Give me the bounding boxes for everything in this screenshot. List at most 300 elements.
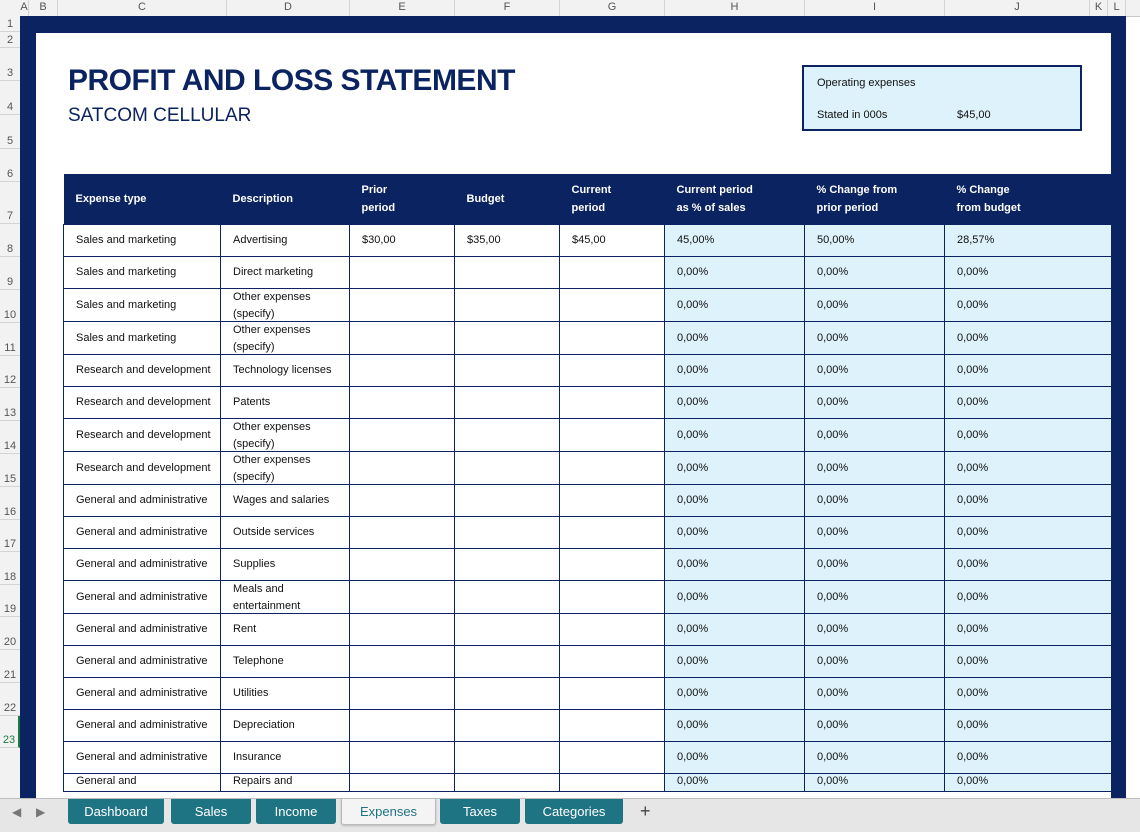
- column-header-e[interactable]: E: [350, 0, 455, 16]
- cell-budget[interactable]: [455, 419, 560, 452]
- cell-prior-period[interactable]: [350, 678, 455, 710]
- table-row: [64, 517, 1112, 549]
- cell-pct-of-sales[interactable]: [665, 614, 805, 646]
- cell-description[interactable]: [221, 614, 350, 646]
- row-header-9[interactable]: 9: [0, 257, 20, 290]
- cell-description[interactable]: [221, 517, 350, 549]
- cell-pct-change-budget[interactable]: [945, 452, 1112, 485]
- header-pct-change-budget: % Change from budget: [945, 174, 1112, 225]
- cell-budget[interactable]: [455, 678, 560, 710]
- cell-description[interactable]: [221, 225, 350, 257]
- cell-pct-change-prior[interactable]: [805, 452, 945, 485]
- cell-pct-of-sales[interactable]: [665, 646, 805, 678]
- cell-text: 0,00%: [677, 655, 709, 667]
- row-header-16[interactable]: 16: [0, 487, 20, 520]
- cell-text: 0,00%: [817, 428, 849, 441]
- table-row: [64, 387, 1112, 419]
- cell-text: 0,00%: [957, 266, 989, 278]
- row-header-5[interactable]: 5: [0, 115, 20, 149]
- column-header-k[interactable]: K: [1090, 0, 1108, 16]
- row-header-12[interactable]: 12: [0, 356, 20, 388]
- cell-pct-change-prior[interactable]: [805, 581, 945, 614]
- row-header-21[interactable]: 21: [0, 650, 20, 683]
- cell-prior-period[interactable]: [350, 710, 455, 742]
- cell-text: 0,00%: [677, 775, 709, 787]
- cell-budget[interactable]: [455, 581, 560, 614]
- cell-description[interactable]: [221, 419, 350, 452]
- cell-pct-of-sales[interactable]: [665, 289, 805, 322]
- cell-text: General and administrative: [76, 526, 208, 538]
- cell-prior-period[interactable]: [350, 387, 455, 419]
- cell-pct-change-prior[interactable]: [805, 614, 945, 646]
- cell-description[interactable]: [221, 387, 350, 419]
- column-header-d[interactable]: D: [227, 0, 350, 16]
- cell-text: General and administrative: [76, 719, 208, 731]
- table-row: [64, 646, 1112, 678]
- sheet-tab-dashboard[interactable]: Dashboard: [68, 799, 164, 824]
- table-row: [64, 774, 1112, 792]
- cell-expense-type[interactable]: [64, 517, 221, 549]
- cell-text: 0,00%: [957, 751, 989, 763]
- table-row: [64, 225, 1112, 257]
- stated-in-label: Stated in 000s: [817, 109, 888, 121]
- cell-text: Research and development: [76, 364, 211, 376]
- cell-description[interactable]: [221, 257, 350, 289]
- column-header-a[interactable]: A: [20, 0, 29, 16]
- row-header-23[interactable]: 23: [0, 716, 20, 748]
- cell-text: Other expenses (specify): [233, 421, 311, 450]
- cell-pct-change-prior[interactable]: [805, 549, 945, 581]
- row-header-7[interactable]: 7: [0, 182, 20, 224]
- cell-expense-type[interactable]: [64, 614, 221, 646]
- cell-budget[interactable]: [455, 257, 560, 289]
- cell-current-period[interactable]: [560, 289, 665, 322]
- row-header-1[interactable]: 1: [0, 16, 20, 32]
- cell-text: 0,00%: [677, 266, 709, 278]
- cell-pct-change-prior[interactable]: [805, 322, 945, 355]
- cell-text: $30,00: [362, 234, 396, 246]
- cell-prior-period[interactable]: [350, 549, 455, 581]
- cell-pct-change-prior[interactable]: [805, 485, 945, 517]
- cell-pct-change-budget[interactable]: [945, 387, 1112, 419]
- cell-pct-of-sales[interactable]: [665, 322, 805, 355]
- cell-text: General and administrative: [76, 494, 208, 506]
- row-header-18[interactable]: 18: [0, 552, 20, 585]
- cell-expense-type[interactable]: [64, 257, 221, 289]
- cell-text: 0,00%: [817, 775, 849, 787]
- cell-text: 0,00%: [957, 775, 989, 787]
- cell-current-period[interactable]: [560, 774, 665, 792]
- cell-current-period[interactable]: [560, 581, 665, 614]
- cell-text: Technology licenses: [233, 364, 332, 376]
- cell-text: General and administrative: [76, 623, 208, 635]
- cell-pct-change-prior[interactable]: [805, 387, 945, 419]
- cell-expense-type[interactable]: [64, 549, 221, 581]
- column-header-i[interactable]: I: [805, 0, 945, 16]
- column-header-f[interactable]: F: [455, 0, 560, 16]
- cell-description[interactable]: [221, 581, 350, 614]
- cell-current-period[interactable]: [560, 614, 665, 646]
- cell-description[interactable]: [221, 322, 350, 355]
- header-pct-of-sales: Current period as % of sales: [665, 174, 805, 225]
- cell-pct-change-prior[interactable]: [805, 289, 945, 322]
- cell-text: 0,00%: [957, 298, 989, 311]
- row-header-11[interactable]: 11: [0, 323, 20, 356]
- cell-text: Sales and marketing: [76, 331, 177, 344]
- cell-expense-type[interactable]: [64, 452, 221, 485]
- cell-budget[interactable]: [455, 774, 560, 792]
- cell-text: Wages and salaries: [233, 494, 330, 506]
- prev-sheet-icon[interactable]: ◀: [12, 805, 22, 819]
- table-row: [64, 257, 1112, 289]
- cell-text: Meals and entertainment: [233, 583, 301, 612]
- cell-current-period[interactable]: [560, 742, 665, 774]
- cell-pct-change-budget[interactable]: [945, 225, 1112, 257]
- frame-right: [1111, 16, 1126, 798]
- cell-pct-change-prior[interactable]: [805, 517, 945, 549]
- cell-prior-period[interactable]: [350, 322, 455, 355]
- cell-pct-change-prior[interactable]: [805, 225, 945, 257]
- cell-current-period[interactable]: [560, 225, 665, 257]
- cell-expense-type[interactable]: [64, 289, 221, 322]
- cell-text: 0,00%: [957, 558, 989, 570]
- cell-pct-of-sales[interactable]: [665, 581, 805, 614]
- cell-text: 0,00%: [957, 494, 989, 506]
- row-header-3[interactable]: 3: [0, 48, 20, 81]
- table-row: [64, 485, 1112, 517]
- cell-prior-period[interactable]: [350, 257, 455, 289]
- cell-text: 0,00%: [817, 364, 849, 376]
- table-row: [64, 549, 1112, 581]
- cell-pct-change-budget[interactable]: [945, 549, 1112, 581]
- sheet-tab-expenses[interactable]: Expenses: [341, 799, 436, 825]
- cell-description[interactable]: [221, 485, 350, 517]
- cell-text: Other expenses (specify): [233, 291, 311, 320]
- cell-budget[interactable]: [455, 646, 560, 678]
- cell-expense-type[interactable]: [64, 678, 221, 710]
- row-header-8[interactable]: 8: [0, 224, 20, 257]
- cell-text: 0,00%: [817, 687, 849, 699]
- operating-expenses-box[interactable]: [802, 65, 1082, 131]
- column-header-b[interactable]: B: [29, 0, 58, 16]
- cell-current-period[interactable]: [560, 517, 665, 549]
- cell-pct-of-sales[interactable]: [665, 678, 805, 710]
- cell-text: 0,00%: [677, 331, 709, 344]
- cell-prior-period[interactable]: [350, 614, 455, 646]
- cell-expense-type[interactable]: [64, 646, 221, 678]
- cell-text: 0,00%: [677, 751, 709, 763]
- cell-text: 0,00%: [677, 396, 709, 408]
- cell-text: General and administrative: [76, 687, 208, 699]
- cell-text: Research and development: [76, 428, 211, 441]
- cell-text: 0,00%: [817, 719, 849, 731]
- cell-current-period[interactable]: [560, 322, 665, 355]
- row-header-19[interactable]: 19: [0, 585, 20, 617]
- column-header-c[interactable]: C: [58, 0, 227, 16]
- cell-expense-type[interactable]: [64, 387, 221, 419]
- cell-budget[interactable]: [455, 322, 560, 355]
- cell-text: Depreciation: [233, 719, 295, 731]
- cell-budget[interactable]: [455, 485, 560, 517]
- cell-pct-of-sales[interactable]: [665, 355, 805, 387]
- cell-pct-of-sales[interactable]: [665, 517, 805, 549]
- cell-prior-period[interactable]: [350, 581, 455, 614]
- cell-description[interactable]: [221, 678, 350, 710]
- cell-text: Telephone: [233, 655, 284, 667]
- table-row: [64, 452, 1112, 485]
- cell-text: 0,00%: [677, 364, 709, 376]
- cell-expense-type[interactable]: [64, 322, 221, 355]
- cell-current-period[interactable]: [560, 257, 665, 289]
- cell-pct-change-budget[interactable]: [945, 355, 1112, 387]
- cell-current-period[interactable]: [560, 485, 665, 517]
- cell-text: $45,00: [572, 234, 606, 246]
- cell-expense-type[interactable]: [64, 419, 221, 452]
- cell-pct-change-budget[interactable]: [945, 289, 1112, 322]
- cell-prior-period[interactable]: [350, 485, 455, 517]
- cell-description[interactable]: [221, 452, 350, 485]
- sheet-tab-income[interactable]: Income: [256, 799, 336, 824]
- cell-expense-type[interactable]: [64, 581, 221, 614]
- cell-current-period[interactable]: [560, 710, 665, 742]
- cell-text: 0,00%: [957, 526, 989, 538]
- cell-pct-change-budget[interactable]: [945, 774, 1112, 792]
- cell-text: General and administrative: [76, 655, 208, 667]
- cell-pct-of-sales[interactable]: [665, 710, 805, 742]
- row-header-6[interactable]: 6: [0, 149, 20, 182]
- table-row: [64, 355, 1112, 387]
- cell-pct-change-prior[interactable]: [805, 257, 945, 289]
- header-pct-change-prior: % Change from prior period: [805, 174, 945, 225]
- cell-pct-change-prior[interactable]: [805, 419, 945, 452]
- header-current-period: Current period: [560, 174, 665, 225]
- cell-text: 0,00%: [817, 623, 849, 635]
- cell-text: Rent: [233, 623, 257, 635]
- cell-pct-change-budget[interactable]: [945, 485, 1112, 517]
- row-header-17[interactable]: 17: [0, 520, 20, 552]
- cell-prior-period[interactable]: [350, 225, 455, 257]
- cell-text: Sales and marketing: [76, 266, 177, 278]
- sheet-tab-taxes[interactable]: Taxes: [440, 799, 520, 824]
- cell-budget[interactable]: [455, 517, 560, 549]
- cell-expense-type[interactable]: [64, 774, 221, 792]
- row-header-bar: [0, 16, 21, 798]
- expense-table: [63, 174, 1112, 792]
- cell-prior-period[interactable]: [350, 774, 455, 792]
- cell-text: 0,00%: [957, 331, 989, 344]
- cell-budget[interactable]: [455, 355, 560, 387]
- header-prior-period: Prior period: [350, 174, 455, 225]
- cell-prior-period[interactable]: [350, 742, 455, 774]
- cell-text: 0,00%: [957, 364, 989, 376]
- cell-text: 0,00%: [817, 590, 849, 603]
- cell-text: General and administrative: [76, 558, 208, 570]
- stated-in-value[interactable]: $45,00: [957, 109, 991, 121]
- cell-pct-change-budget[interactable]: [945, 678, 1112, 710]
- cell-pct-of-sales[interactable]: [665, 549, 805, 581]
- next-sheet-icon[interactable]: ▶: [36, 805, 46, 819]
- table-header-row: [64, 174, 1112, 225]
- cell-prior-period[interactable]: [350, 289, 455, 322]
- cell-prior-period[interactable]: [350, 355, 455, 387]
- cell-current-period[interactable]: [560, 355, 665, 387]
- cell-pct-change-budget[interactable]: [945, 742, 1112, 774]
- table-row: [64, 614, 1112, 646]
- cell-pct-of-sales[interactable]: [665, 742, 805, 774]
- cell-budget[interactable]: [455, 225, 560, 257]
- row-header-13[interactable]: 13: [0, 388, 20, 421]
- cell-text: Advertising: [233, 234, 288, 246]
- cell-budget[interactable]: [455, 549, 560, 581]
- cell-text: General and: [76, 775, 137, 787]
- cell-current-period[interactable]: [560, 452, 665, 485]
- cell-text: 0,00%: [677, 687, 709, 699]
- cell-description[interactable]: [221, 355, 350, 387]
- cell-pct-of-sales[interactable]: [665, 774, 805, 792]
- cell-pct-change-prior[interactable]: [805, 710, 945, 742]
- cell-prior-period[interactable]: [350, 646, 455, 678]
- cell-pct-change-prior[interactable]: [805, 355, 945, 387]
- cell-description[interactable]: [221, 774, 350, 792]
- sheet-tab-sales[interactable]: Sales: [171, 799, 251, 824]
- cell-expense-type[interactable]: [64, 355, 221, 387]
- row-header-14[interactable]: 14: [0, 421, 20, 454]
- cell-budget[interactable]: [455, 387, 560, 419]
- cell-text: Sales and marketing: [76, 298, 177, 311]
- cell-text: 0,00%: [677, 461, 709, 474]
- cell-text: 0,00%: [817, 461, 849, 474]
- cell-pct-of-sales[interactable]: [665, 387, 805, 419]
- cell-text: Supplies: [233, 558, 276, 570]
- cell-text: 28,57%: [957, 234, 995, 246]
- cell-pct-change-budget[interactable]: [945, 614, 1112, 646]
- header-description: Description: [221, 174, 350, 225]
- column-header-l[interactable]: L: [1108, 0, 1126, 16]
- cell-pct-change-budget[interactable]: [945, 581, 1112, 614]
- cell-prior-period[interactable]: [350, 419, 455, 452]
- frame-top: [20, 16, 1126, 33]
- cell-pct-change-prior[interactable]: [805, 646, 945, 678]
- cell-pct-change-budget[interactable]: [945, 710, 1112, 742]
- row-header-15[interactable]: 15: [0, 454, 20, 487]
- cell-description[interactable]: [221, 646, 350, 678]
- cell-pct-of-sales[interactable]: [665, 452, 805, 485]
- cell-budget[interactable]: [455, 289, 560, 322]
- cell-text: 0,00%: [677, 590, 709, 603]
- add-sheet-button[interactable]: +: [640, 801, 651, 821]
- cell-text: Other expenses (specify): [233, 324, 311, 353]
- row-header-20[interactable]: 20: [0, 617, 20, 650]
- cell-description[interactable]: [221, 289, 350, 322]
- cell-text: Direct marketing: [233, 266, 314, 278]
- cell-text: 0,00%: [957, 623, 989, 635]
- cell-pct-change-prior[interactable]: [805, 678, 945, 710]
- table-row: [64, 419, 1112, 452]
- cell-text: 0,00%: [957, 461, 989, 474]
- cell-current-period[interactable]: [560, 419, 665, 452]
- cell-expense-type[interactable]: [64, 742, 221, 774]
- cell-text: 0,00%: [817, 494, 849, 506]
- cell-text: 0,00%: [817, 751, 849, 763]
- header-budget: Budget: [455, 174, 560, 225]
- column-header-g[interactable]: G: [560, 0, 665, 16]
- cell-pct-change-prior[interactable]: [805, 774, 945, 792]
- cell-budget[interactable]: [455, 614, 560, 646]
- cell-pct-change-budget[interactable]: [945, 419, 1112, 452]
- row-header-10[interactable]: 10: [0, 290, 20, 323]
- operating-expenses-label: Operating expenses: [817, 77, 916, 89]
- column-header-j[interactable]: J: [945, 0, 1090, 16]
- cell-text: 50,00%: [817, 234, 855, 246]
- page-title: PROFIT AND LOSS STATEMENT: [68, 64, 515, 97]
- cell-expense-type[interactable]: [64, 225, 221, 257]
- cell-budget[interactable]: [455, 710, 560, 742]
- row-header-4[interactable]: 4: [0, 81, 20, 115]
- company-name: SATCOM CELLULAR: [68, 105, 252, 126]
- cell-text: Outside services: [233, 526, 315, 538]
- row-header-2[interactable]: 2: [0, 32, 20, 48]
- cell-current-period[interactable]: [560, 646, 665, 678]
- cell-current-period[interactable]: [560, 678, 665, 710]
- cell-text: 0,00%: [957, 687, 989, 699]
- cell-text: 0,00%: [677, 558, 709, 570]
- cell-pct-of-sales[interactable]: [665, 257, 805, 289]
- row-header-22[interactable]: 22: [0, 683, 20, 716]
- cell-pct-of-sales[interactable]: [665, 225, 805, 257]
- cell-description[interactable]: [221, 742, 350, 774]
- cell-prior-period[interactable]: [350, 517, 455, 549]
- cell-text: 0,00%: [817, 331, 849, 344]
- cell-text: Research and development: [76, 396, 211, 408]
- table-row: [64, 289, 1112, 322]
- cell-text: 0,00%: [677, 526, 709, 538]
- cell-expense-type[interactable]: [64, 485, 221, 517]
- frame-left: [20, 16, 36, 798]
- table-row: [64, 322, 1112, 355]
- cell-current-period[interactable]: [560, 549, 665, 581]
- cell-pct-change-budget[interactable]: [945, 517, 1112, 549]
- cell-text: General and administrative: [76, 590, 208, 603]
- cell-pct-of-sales[interactable]: [665, 485, 805, 517]
- cell-expense-type[interactable]: [64, 710, 221, 742]
- column-header-bar: [0, 0, 1140, 17]
- cell-pct-change-prior[interactable]: [805, 742, 945, 774]
- cell-pct-change-budget[interactable]: [945, 646, 1112, 678]
- cell-description[interactable]: [221, 710, 350, 742]
- cell-text: Repairs and: [233, 775, 293, 787]
- sheet-tab-bar: [0, 798, 1140, 832]
- cell-pct-change-budget[interactable]: [945, 257, 1112, 289]
- cell-current-period[interactable]: [560, 387, 665, 419]
- cell-pct-change-budget[interactable]: [945, 322, 1112, 355]
- column-header-h[interactable]: H: [665, 0, 805, 16]
- cell-text: 0,00%: [817, 526, 849, 538]
- cell-budget[interactable]: [455, 742, 560, 774]
- cell-text: 0,00%: [957, 719, 989, 731]
- cell-text: 0,00%: [957, 428, 989, 441]
- cell-text: Utilities: [233, 687, 269, 699]
- sheet-tab-categories[interactable]: Categories: [525, 799, 623, 824]
- cell-description[interactable]: [221, 549, 350, 581]
- cell-text: 0,00%: [817, 298, 849, 311]
- cell-prior-period[interactable]: [350, 452, 455, 485]
- cell-budget[interactable]: [455, 452, 560, 485]
- cell-pct-of-sales[interactable]: [665, 419, 805, 452]
- cell-text: 0,00%: [957, 655, 989, 667]
- cell-text: 0,00%: [677, 428, 709, 441]
- cell-text: $35,00: [467, 234, 501, 246]
- cell-text: 0,00%: [817, 266, 849, 278]
